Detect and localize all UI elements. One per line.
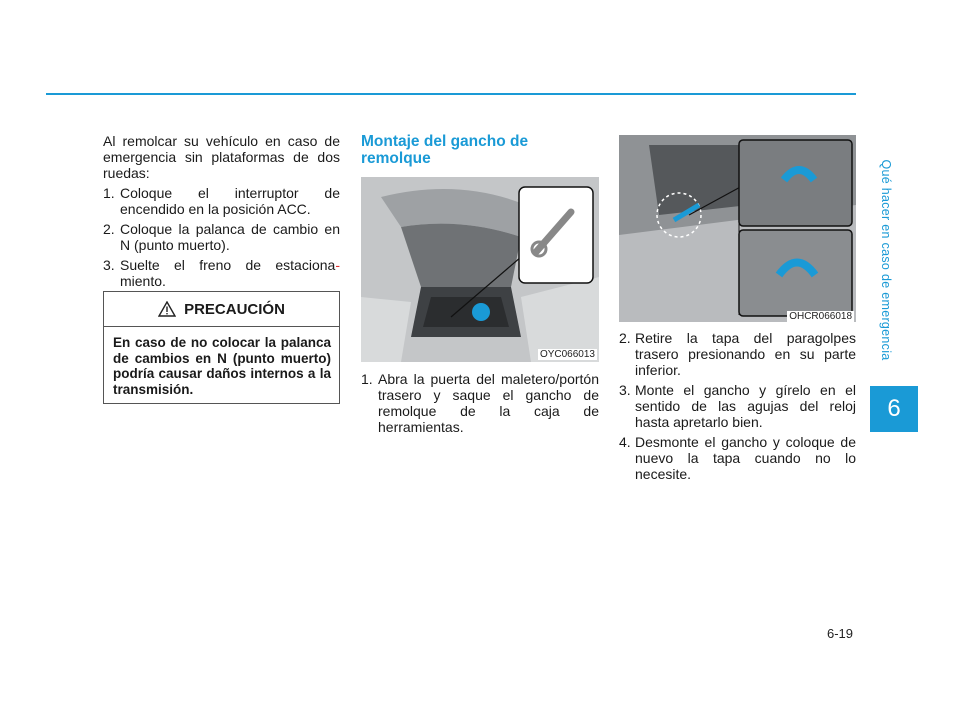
trunk-illustration bbox=[361, 177, 599, 362]
caution-title: PRECAUCIÓN bbox=[184, 300, 285, 318]
top-rule bbox=[46, 93, 856, 95]
column-1 bbox=[103, 133, 340, 293]
column-3-steps bbox=[619, 330, 856, 486]
list-item: 2. Retire la tapa del paragolpes trasero presionando en su parte inferior. bbox=[619, 330, 856, 378]
steps-list-3 bbox=[619, 330, 856, 482]
chapter-number-tab: 6 bbox=[870, 386, 918, 432]
list-item: 4. Desmonte el gancho y coloque de nuevo la tapa cuando no lo necesite. bbox=[619, 434, 856, 482]
bumper-illustration bbox=[619, 135, 856, 322]
intro-text: Al remolcar su vehículo en caso de emergencia sin plataformas de dos ruedas: bbox=[103, 133, 340, 181]
section-side-title: Qué hacer en caso de emergencia bbox=[879, 159, 893, 361]
caution-body: En caso de no colocar la palanca de cambios en N (punto muerto) podría causar daños internos a la transmisión. bbox=[113, 335, 331, 397]
caution-header bbox=[104, 292, 339, 327]
column-2 bbox=[361, 133, 599, 179]
list-item: 3. Suelte el freno de estaciona- miento. bbox=[103, 257, 340, 289]
list-item: 1. Coloque el interruptor de encendido en la posición ACC. bbox=[103, 185, 340, 217]
page-number: 6-19 bbox=[827, 626, 854, 641]
figure-code: OYC066013 bbox=[539, 349, 595, 360]
list-item: 1. Abra la puerta del maletero/portón trasero y saque el gancho de remolque de la caja de herramientas. bbox=[361, 371, 599, 435]
warning-triangle-icon bbox=[158, 301, 176, 317]
list-item: 2. Coloque la palanca de cambio en N (punto muerto). bbox=[103, 221, 340, 253]
column-2-steps bbox=[361, 371, 599, 439]
bumper-figure bbox=[619, 135, 856, 322]
hyphen-mark: - bbox=[335, 257, 340, 273]
steps-list-1 bbox=[103, 185, 340, 289]
figure-code: OHCR066018 bbox=[789, 311, 852, 322]
list-item: 3. Monte el gancho y gírelo en el sentido de las agujas del reloj hasta apretarlo bien. bbox=[619, 382, 856, 430]
section-heading: Montaje del gancho de remolque bbox=[361, 133, 529, 167]
trunk-figure bbox=[361, 177, 599, 362]
caution-box bbox=[103, 291, 340, 404]
steps-list-2 bbox=[361, 371, 599, 435]
